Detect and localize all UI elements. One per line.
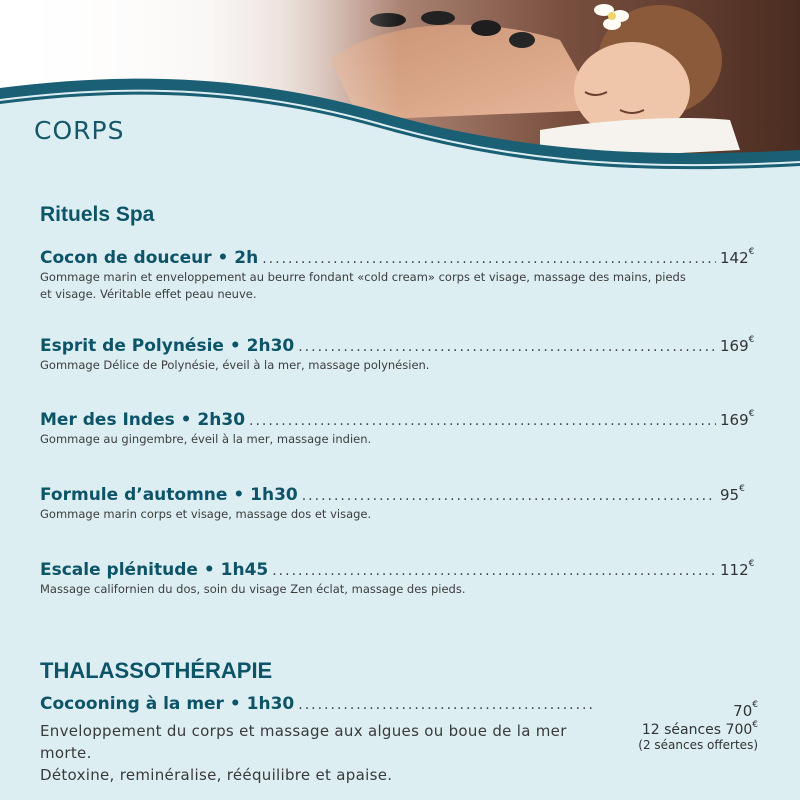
item-price: 95€: [720, 484, 745, 504]
item-name: Formule d’automne • 1h30: [40, 485, 298, 505]
item-name: Cocon de douceur • 2h: [40, 248, 259, 268]
item-description: Massage californien du dos, soin du visage Zen éclat, massage des pieds.: [40, 582, 466, 596]
spa-hot-stone-massage-photo: [0, 0, 800, 200]
single-session-price: 70€: [733, 700, 758, 720]
category-heading-thalassotherapie: THALASSOTHÉRAPIE: [40, 658, 273, 683]
item-description: Gommage Délice de Polynésie, éveil à la mer, massage polynésien.: [40, 358, 430, 372]
item-price: 112€: [720, 559, 755, 579]
item-name: Cocooning à la mer • 1h30: [40, 694, 295, 714]
menu-item: [40, 485, 760, 523]
item-description: Gommage au gingembre, éveil à la mer, massage indien.: [40, 432, 372, 446]
package-price: 12 séances 700€: [641, 720, 758, 738]
item-name: Escale plénitude • 1h45: [40, 560, 269, 580]
dot-leader: [249, 413, 716, 429]
header-banner: [0, 0, 800, 200]
description-line: Enveloppement du corps et massage aux algues ou boue de la mer morte.: [40, 722, 567, 762]
menu-item: [40, 336, 760, 374]
item-description: Gommage marin et enveloppement au beurre fondant «cold cream» corps et visage, massage des mains, pieds et visage. Véritable effet peau neuve.: [40, 270, 686, 301]
menu-item: [40, 248, 760, 303]
item-description: Gommage marin corps et visage, massage dos et visage.: [40, 507, 372, 521]
item-price: 142€: [720, 247, 755, 267]
thalasso-description: [40, 720, 620, 786]
menu-item: [40, 410, 760, 448]
item-name: Mer des Indes • 2h30: [40, 410, 246, 430]
package-note: (2 séances offertes): [638, 738, 758, 752]
dot-leader: [302, 488, 716, 504]
category-heading-rituels-spa: Rituels Spa: [40, 203, 155, 226]
section-title: CORPS: [34, 116, 125, 145]
menu-item-thalasso: [40, 694, 600, 714]
menu-item: [40, 560, 760, 598]
description-line: Détoxine, reminéralise, rééquilibre et apaise.: [40, 766, 393, 784]
thalasso-prices: [638, 702, 758, 752]
item-name: Esprit de Polynésie • 2h30: [40, 336, 295, 356]
item-price: 169€: [720, 335, 755, 355]
dot-leader: [272, 563, 716, 579]
dot-leader: [298, 697, 596, 713]
item-price: 169€: [720, 409, 755, 429]
dot-leader: [262, 251, 716, 267]
dot-leader: [298, 339, 716, 355]
